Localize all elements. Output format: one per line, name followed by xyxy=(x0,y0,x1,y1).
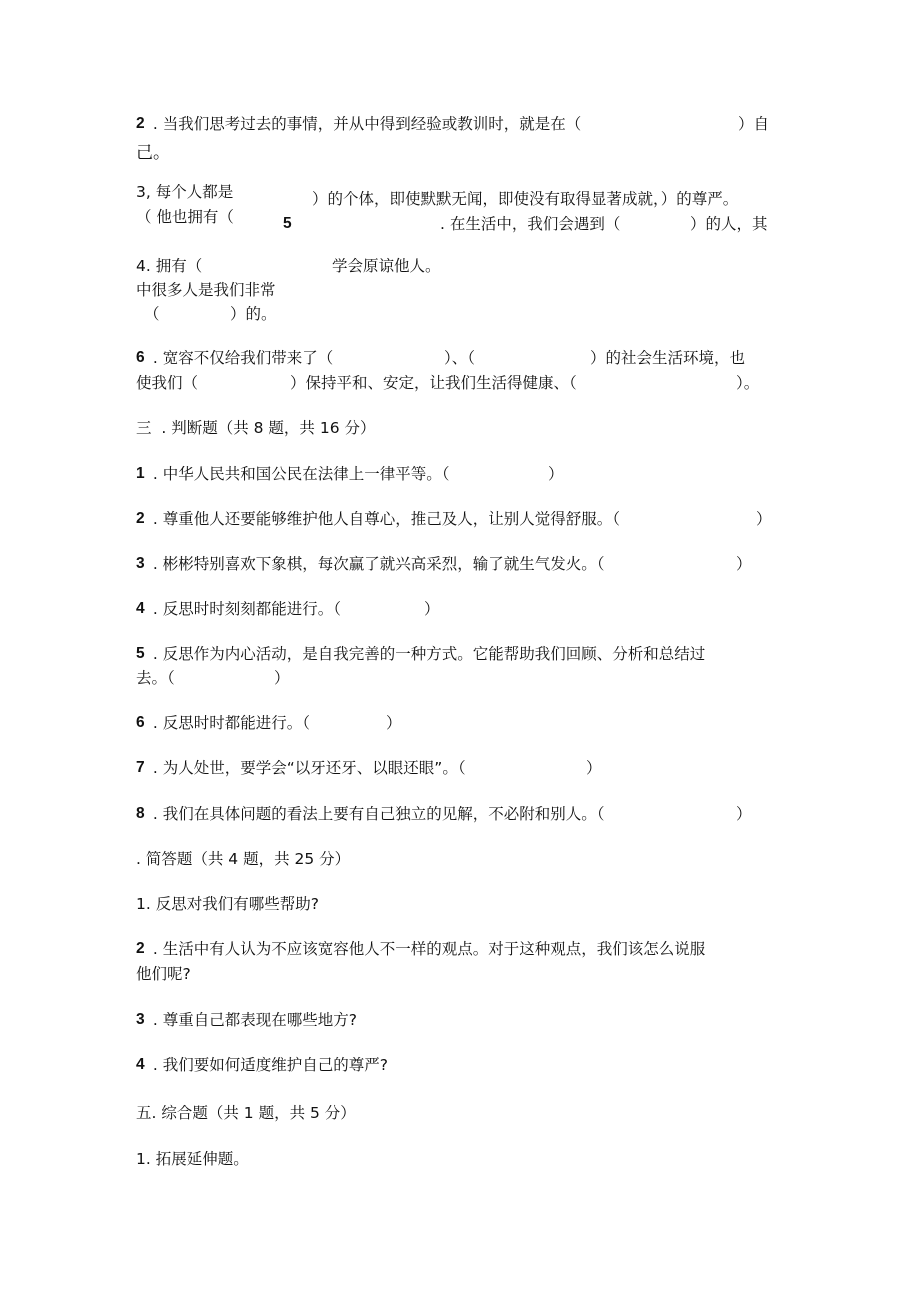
question-5-number: 5 xyxy=(283,215,292,232)
judge-2-text: . 尊重他人还要能够维护他人自尊心，推己及人，让别人觉得舒服。（ xyxy=(148,510,621,528)
question-4-text-a: 4. 拥有（ xyxy=(136,257,203,275)
judge-5-line2-close: ） xyxy=(274,669,290,687)
question-4-line3-open: （ xyxy=(144,305,160,323)
judge-3-text: . 彬彬特别喜欢下象棋，每次赢了就兴高采烈，输了就生气发火。（ xyxy=(148,555,605,573)
judge-6-close: ） xyxy=(386,714,402,732)
comprehensive-1: 1. 拓展延伸题。 xyxy=(136,1150,249,1168)
question-2-number: 2 xyxy=(136,115,145,132)
judge-8-close: ） xyxy=(736,805,752,823)
judge-8-number: 8 xyxy=(136,805,145,822)
judge-2-number: 2 xyxy=(136,510,145,527)
question-4-line2: 中很多人是我们非常 xyxy=(136,281,276,299)
judge-1-number: 1 xyxy=(136,465,145,482)
judge-5-text: . 反思作为内心活动，是自我完善的一种方式。它能帮助我们回顾、分析和总结过 xyxy=(148,645,706,663)
question-2-text: . 当我们思考过去的事情，并从中得到经验或教训时，就是在（ xyxy=(148,115,582,133)
section-3-heading: 三 . 判断题（共 8 题，共 16 分） xyxy=(136,419,376,437)
section-5-heading: 五. 综合题（共 1 题，共 5 分） xyxy=(136,1104,356,1122)
question-6-text-a: . 宽容不仅给我们带来了（ xyxy=(148,349,334,367)
short-answer-1: 1. 反思对我们有哪些帮助? xyxy=(136,895,319,913)
judge-1-text: . 中华人民共和国公民在法律上一律平等。（ xyxy=(148,465,450,483)
question-6-line2-c: ）。 xyxy=(736,374,760,392)
question-6-line2-a: 使我们（ xyxy=(136,374,199,392)
short-answer-4-text: . 我们要如何适度维护自己的尊严? xyxy=(148,1056,389,1074)
short-answer-3-number: 3 xyxy=(136,1011,145,1028)
section-4-heading: . 简答题（共 4 题，共 25 分） xyxy=(136,850,351,868)
judge-4-number: 4 xyxy=(136,600,145,617)
judge-6-number: 6 xyxy=(136,714,145,731)
question-4-line3-close: ）的。 xyxy=(230,305,277,323)
short-answer-4-number: 4 xyxy=(136,1056,145,1073)
short-answer-2-line2: 他们呢? xyxy=(136,965,191,983)
question-3-line2: （ 他也拥有（ xyxy=(136,208,234,226)
short-answer-2-text: . 生活中有人认为不应该宽容他人不一样的观点。对于这种观点，我们该怎么说服 xyxy=(148,940,706,958)
judge-3-close: ） xyxy=(736,555,752,573)
question-6-text-b: ）、（ xyxy=(444,349,476,367)
judge-8-text: . 我们在具体问题的看法上要有自己独立的见解，不必附和别人。（ xyxy=(148,805,605,823)
question-6-number: 6 xyxy=(136,349,145,366)
question-5-close: ）的人，其 xyxy=(690,215,768,233)
question-5-text: . 在生活中，我们会遇到（ xyxy=(440,215,621,233)
judge-3-number: 3 xyxy=(136,555,145,572)
question-6-text-c: ）的社会生活环境，也 xyxy=(590,349,746,367)
judge-7-close: ） xyxy=(586,759,602,777)
short-answer-3-text: . 尊重自己都表现在哪些地方? xyxy=(148,1011,358,1029)
question-2-close: ）自 xyxy=(738,115,770,133)
judge-7-number: 7 xyxy=(136,759,145,776)
judge-4-text: . 反思时时刻刻都能进行。（ xyxy=(148,600,342,618)
question-3-text-b: ）的个体，即使默默无闻，即使没有取得显著成就，）的尊严。 xyxy=(312,190,739,208)
question-3-text-a: 3, 每个人都是 xyxy=(136,183,234,201)
question-4-text-b: 学会原谅他人。 xyxy=(332,257,441,275)
judge-5-number: 5 xyxy=(136,645,145,662)
judge-4-close: ） xyxy=(424,600,440,618)
judge-1-close: ） xyxy=(548,465,564,483)
question-2-line2: 己。 xyxy=(136,143,170,163)
judge-6-text: . 反思时时都能进行。（ xyxy=(148,714,311,732)
judge-2-close: ） xyxy=(756,510,772,528)
question-6-line2-b: ）保持平和、安定，让我们生活得健康、（ xyxy=(290,374,577,392)
judge-5-line2-open: 去。（ xyxy=(136,669,175,687)
judge-7-text: . 为人处世，要学会“以牙还牙、以眼还眼”。（ xyxy=(148,759,466,777)
short-answer-2-number: 2 xyxy=(136,940,145,957)
